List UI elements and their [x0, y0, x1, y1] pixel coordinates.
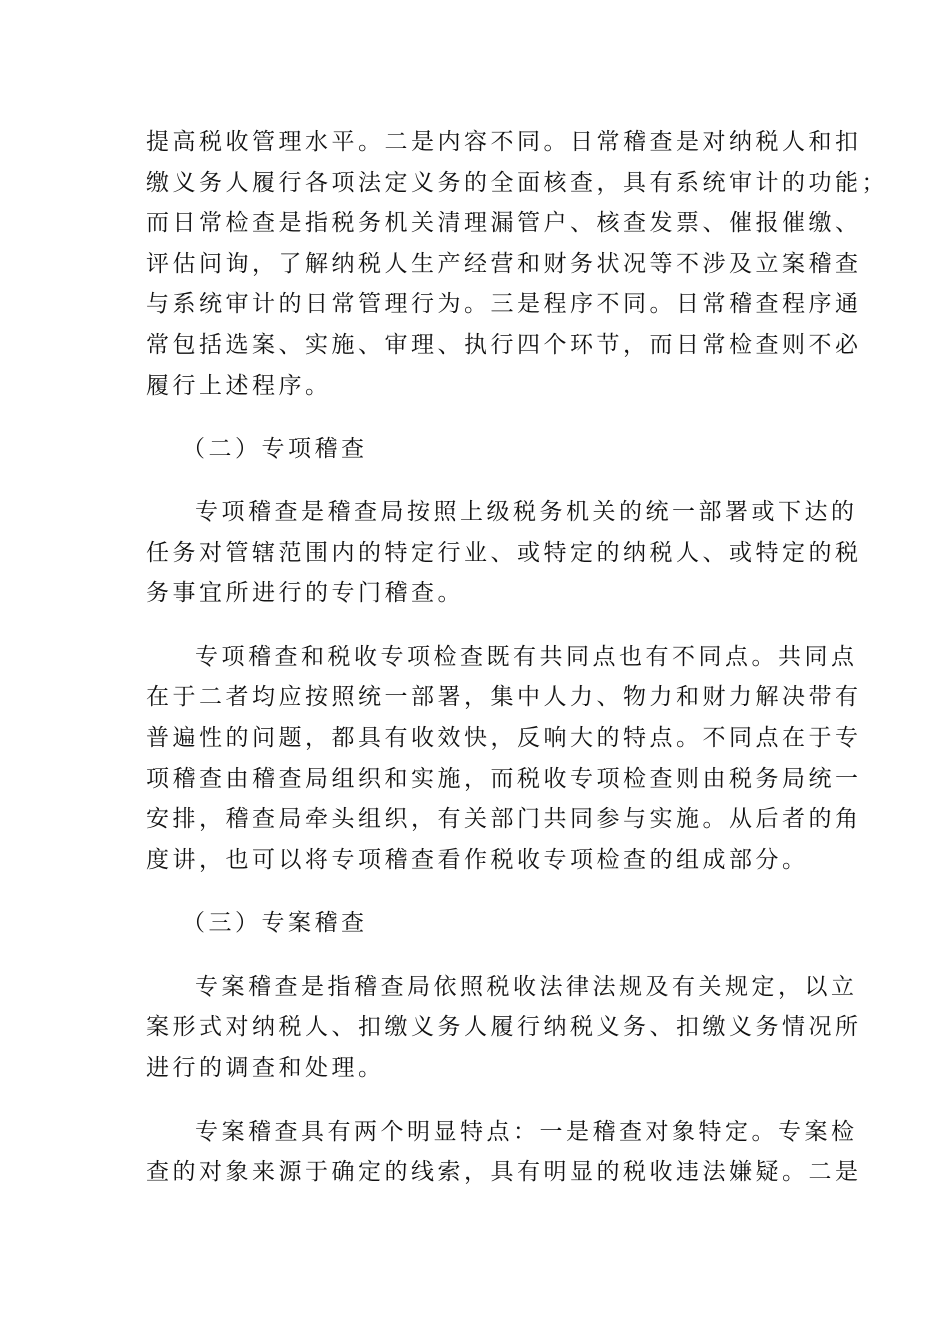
paragraph-line: 普遍性的问题，都具有收效快，反响大的特点。不同点在于专	[146, 725, 862, 751]
paragraph-line: 专项稽查和税收专项检查既有共同点也有不同点。共同点	[195, 644, 858, 670]
paragraph-line: 案形式对纳税人、扣缴义务人履行纳税义务、扣缴义务情况所	[146, 1014, 862, 1040]
paragraph-line: 度讲，也可以将专项稽查看作税收专项检查的组成部分。	[146, 847, 809, 873]
paragraph-line: 与系统审计的日常管理行为。三是程序不同。日常稽查程序通	[146, 291, 862, 317]
paragraph-line: 提高税收管理水平。二是内容不同。日常稽查是对纳税人和扣	[146, 129, 862, 155]
paragraph-line: 进行的调查和处理。	[146, 1055, 385, 1081]
paragraph-line: 安排，稽查局牵头组织，有关部门共同参与实施。从后者的角	[146, 806, 862, 832]
section-heading: （二）专项稽查	[182, 436, 368, 462]
paragraph-line: 专案稽查具有两个明显特点：一是稽查对象特定。专案检	[195, 1119, 858, 1145]
paragraph-line: 项稽查由稽查局组织和实施，而税收专项检查则由税务局统一	[146, 766, 862, 792]
section-heading: （三）专案稽查	[182, 910, 368, 936]
paragraph-line: 履行上述程序。	[146, 373, 332, 399]
paragraph-line: 专项稽查是稽查局按照上级税务机关的统一部署或下达的	[195, 499, 858, 525]
paragraph-line: 在于二者均应按照统一部署，集中人力、物力和财力解决带有	[146, 684, 862, 710]
paragraph-line: 查的对象来源于确定的线索，具有明显的税收违法嫌疑。二是	[146, 1159, 862, 1185]
paragraph-line: 而日常检查是指税务机关清理漏管户、核查发票、催报催缴、	[146, 210, 862, 236]
paragraph-line: 专案稽查是指稽查局依照税收法律法规及有关规定，以立	[195, 974, 858, 1000]
paragraph-line: 评估问询，了解纳税人生产经营和财务状况等不涉及立案稽查	[146, 251, 862, 277]
paragraph-line: 常包括选案、实施、审理、执行四个环节，而日常检查则不必	[146, 332, 862, 358]
paragraph-line: 缴义务人履行各项法定义务的全面核查，具有系统审计的功能；	[146, 170, 888, 196]
paragraph-line: 任务对管辖范围内的特定行业、或特定的纳税人、或特定的税	[146, 540, 862, 566]
paragraph-line: 务事宜所进行的专门稽查。	[146, 580, 464, 606]
